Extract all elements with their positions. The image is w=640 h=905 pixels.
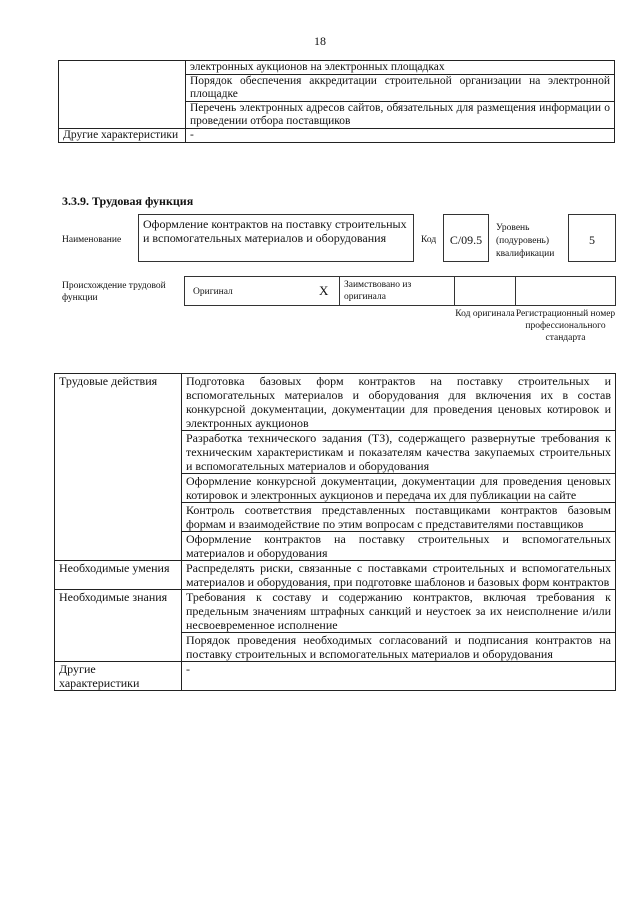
continued-table bbox=[58, 60, 615, 143]
original-label: Оригинал bbox=[193, 287, 233, 297]
labor-action: Разработка технического задания (ТЗ), содержащего развернутые требования к техническим характеристикам и показателям качества закупаемых строительных и вспомогательных материалов и оборудования bbox=[182, 431, 616, 474]
borrowed-box bbox=[339, 276, 455, 306]
labor-action: Подготовка базовых форм контрактов на поставку строительных и вспомогательных материалов и оборудования для включения их в состав конкурсной документации, документации для проведения ценовых котировок и электронных аукционов bbox=[182, 374, 616, 431]
name-label: Наименование bbox=[62, 235, 122, 245]
labor-action: Оформление контрактов на поставку строительных и вспомогательных материалов и оборудования bbox=[182, 532, 616, 561]
function-details-table bbox=[54, 373, 616, 691]
registration-number-caption: Регистрационный номер профессионального стандарта bbox=[515, 309, 616, 343]
other-characteristics-value: - bbox=[182, 662, 616, 691]
qualification-level: 5 bbox=[568, 214, 616, 262]
original-mark: X bbox=[319, 283, 329, 298]
continued-row: электронных аукционов на электронных площадках bbox=[186, 61, 615, 75]
other-characteristics-label: Другие характеристики bbox=[55, 662, 182, 691]
labor-action: Контроль соответствия представленных поставщиками контрактов базовым формам и взаимодействие по этим вопросам с представителями поставщиков bbox=[182, 503, 616, 532]
other-characteristics-label: Другие характеристики bbox=[59, 129, 186, 143]
labor-actions-label: Трудовые действия bbox=[55, 374, 182, 561]
labor-action: Оформление конкурсной документации, документации для проведения ценовых котировок и электронных аукционов и передача их для публикации на сайте bbox=[182, 474, 616, 503]
page-number: 18 bbox=[314, 34, 326, 48]
required-knowledge: Требования к составу и содержанию контрактов, включая требования к предельным значениям штрафных санкций и неустоек за их неисполнение и/или несвоевременное исполнение bbox=[182, 590, 616, 633]
required-skills-label: Необходимые умения bbox=[55, 561, 182, 590]
continued-row: Перечень электронных адресов сайтов, обязательных для размещения информации о проведении отбора поставщиков bbox=[186, 102, 615, 129]
section-title: 3.3.9. Трудовая функция bbox=[62, 194, 194, 208]
function-code: С/09.5 bbox=[443, 214, 489, 262]
origin-code-box bbox=[454, 276, 516, 306]
registration-number-box bbox=[515, 276, 616, 306]
origin-label: Происхождение трудовой функции bbox=[62, 281, 166, 303]
required-knowledge-label: Необходимые знания bbox=[55, 590, 182, 662]
function-name: Оформление контрактов на поставку строительных и вспомогательных материалов и оборудования bbox=[138, 214, 414, 262]
required-skill: Распределять риски, связанные с поставками строительных и вспомогательных материалов и оборудования, при подготовке шаблонов и базовых форм контрактов bbox=[182, 561, 616, 590]
other-characteristics-value: - bbox=[186, 129, 615, 143]
borrowed-label: Заимствовано из оригинала bbox=[344, 280, 412, 302]
required-knowledge: Порядок проведения необходимых согласований и подписания контрактов на поставку строительных и вспомогательных материалов и оборудования bbox=[182, 633, 616, 662]
code-label: Код bbox=[421, 235, 437, 245]
continued-label-cell bbox=[59, 61, 186, 129]
original-box bbox=[184, 276, 340, 306]
origin-code-caption: Код оригинала bbox=[455, 309, 515, 319]
level-label: Уровень (подуровень) квалификации bbox=[496, 223, 555, 259]
continued-row: Порядок обеспечения аккредитации строительной организации на электронной площадке bbox=[186, 75, 615, 102]
